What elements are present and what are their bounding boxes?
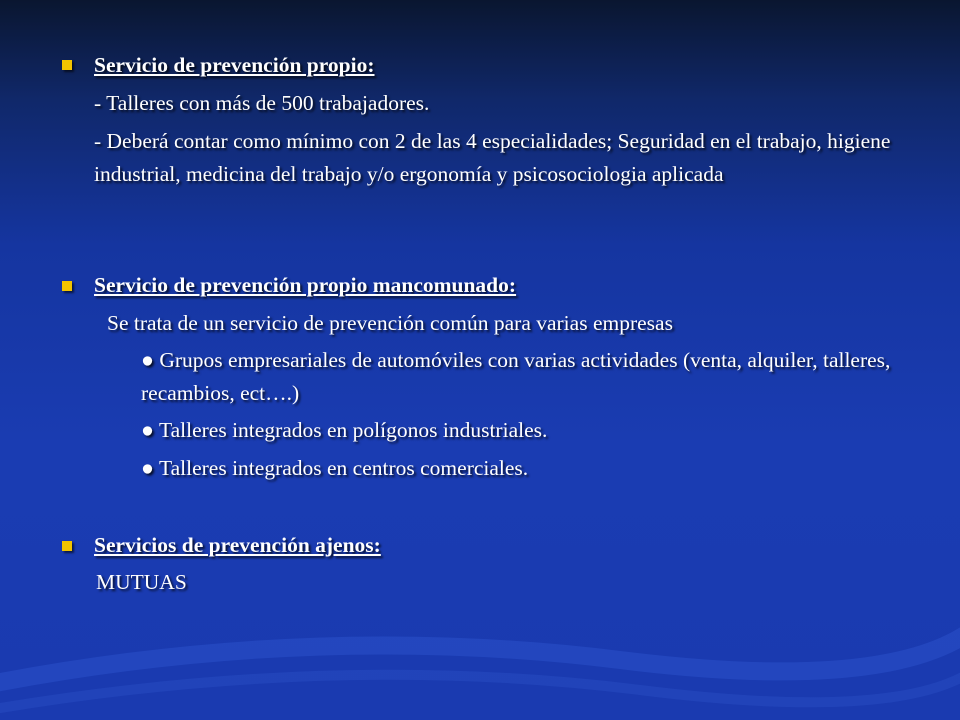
line-mutuas: MUTUAS [96,570,187,594]
list-item-poligonos: ● Talleres integrados en polígonos industriales. [141,418,548,442]
line-especialidades: - Deberá contar como mínimo con 2 de las 4 especialidades; Seguridad en el trabajo, higiene industrial, medicina del trabajo y/o ergonomía y psicosociologia aplicada [94,129,891,186]
section-bullet-1 [62,60,72,70]
line-talleres-500: - Talleres con más de 500 trabajadores. [94,91,430,115]
heading-servicio-propio: Servicio de prevención propio: [94,53,375,77]
list-item-grupos-empresariales: ● Grupos empresariales de automóviles con varias actividades (venta, alquiler, talleres, recambios, ect….) [141,348,891,405]
heading-servicios-ajenos: Servicios de prevención ajenos: [94,533,381,557]
section-bullet-3 [62,541,72,551]
heading-servicio-mancomunado: Servicio de prevención propio mancomunado: [94,273,517,297]
intro-servicio-comun: Se trata de un servicio de prevención común para varias empresas [107,311,673,335]
list-item-centros-comerciales: ● Talleres integrados en centros comerciales. [141,456,529,480]
section-bullet-2 [62,281,72,291]
